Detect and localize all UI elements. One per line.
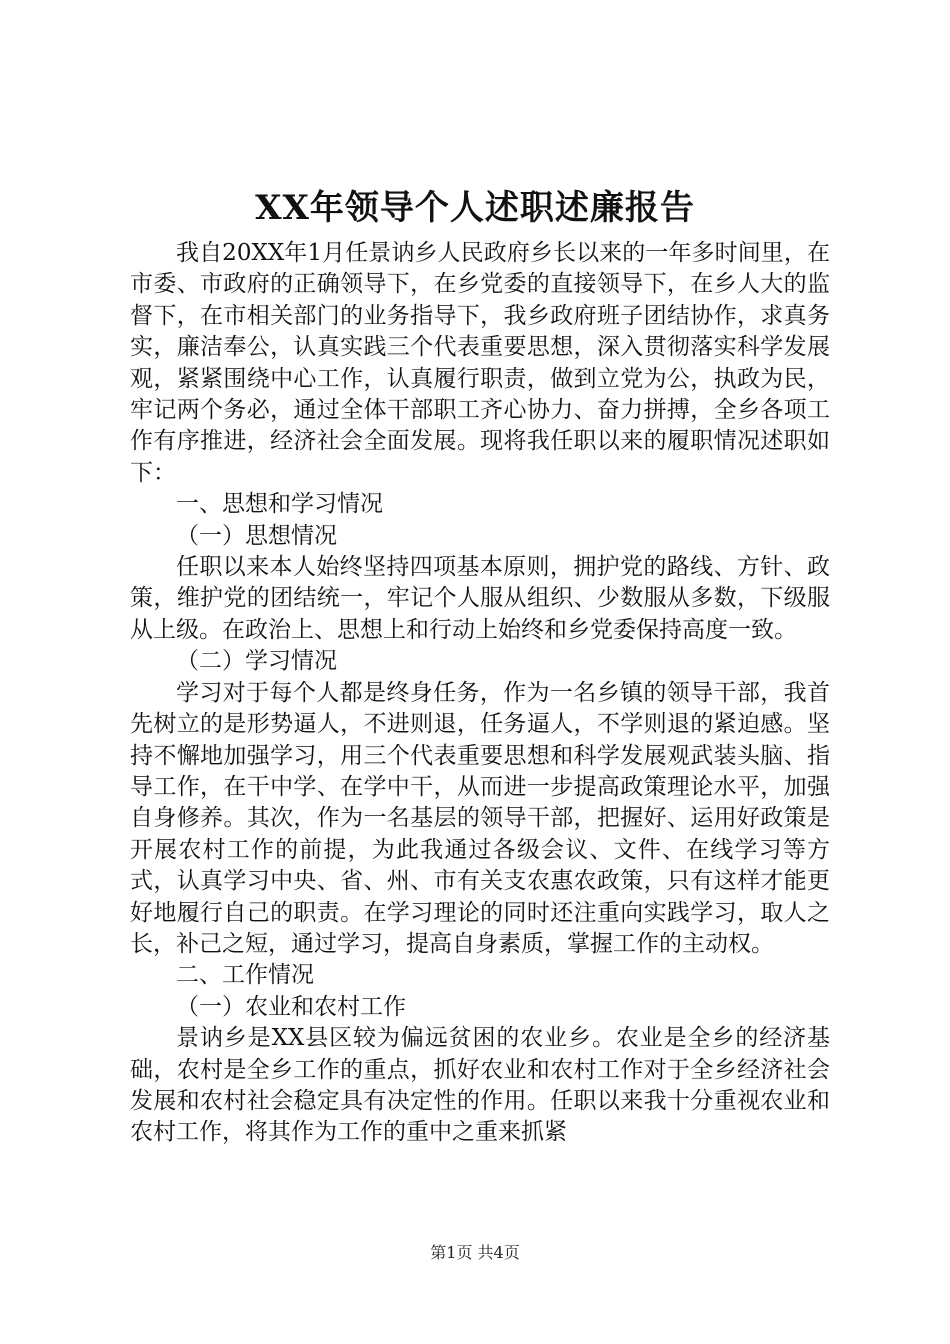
subsection-heading: （一）农业和农村工作 xyxy=(176,993,406,1020)
body-paragraph: 学习对于每个人都是终身任务，作为一名乡镇的领导干部，我首先树立的是形势逼人，不进则退，任务逼人，不学则退的紧迫感。坚持不懈地加强学习，用三个代表重要思想和科学发展观武装头脑、指导工作，在干中学、在学中干，从而进一步提高政策理论水平，加强自身修养。其次，作为一名基层的领导干部，把握好、运用好政策是开展农村工作的前提，为此我通过各级会议、文件、在线学习等方式，认真学习中央、省、州、市有关支农惠农政策，只有这样才能更好地履行自己的职责。在学习理论的同时还注重向实践学习，取人之长，补己之短，通过学习，提高自身素质，掌握工作的主动权。 xyxy=(130,679,830,957)
document-body xyxy=(130,238,830,1149)
subsection-heading: （二）学习情况 xyxy=(176,648,337,675)
document-title: XX年领导个人述职述廉报告 xyxy=(255,188,695,228)
page-number-footer: 第1页 共4页 xyxy=(430,1243,520,1262)
section-heading: 一、思想和学习情况 xyxy=(176,491,383,518)
body-paragraph: 任职以来本人始终坚持四项基本原则，拥护党的路线、方针、政策，维护党的团结统一，牢记个人服从组织、少数服从多数，下级服从上级。在政治上、思想上和行动上始终和乡党委保持高度一致。 xyxy=(130,554,830,643)
body-paragraph: 景讷乡是XX县区较为偏远贫困的农业乡。农业是全乡的经济基础，农村是全乡工作的重点，抓好农业和农村工作对于全乡经济社会发展和农村社会稳定具有决定性的作用。任职以来我十分重视农业和农村工作，将其作为工作的重中之重来抓紧 xyxy=(130,1025,830,1146)
subsection-heading: （一）思想情况 xyxy=(176,522,337,549)
section-heading: 二、工作情况 xyxy=(176,962,314,989)
body-paragraph: 我自20XX年1月任景讷乡人民政府乡长以来的一年多时间里，在市委、市政府的正确领导下，在乡党委的直接领导下，在乡人大的监督下，在市相关部门的业务指导下，我乡政府班子团结协作，求真务实，廉洁奉公，认真实践三个代表重要思想，深入贯彻落实科学发展观，紧紧围绕中心工作，认真履行职责，做到立党为公，执政为民，牢记两个务必，通过全体干部职工齐心协力、奋力拼搏，全乡各项工作有序推进，经济社会全面发展。现将我任职以来的履职情况述职如下： xyxy=(130,240,830,486)
